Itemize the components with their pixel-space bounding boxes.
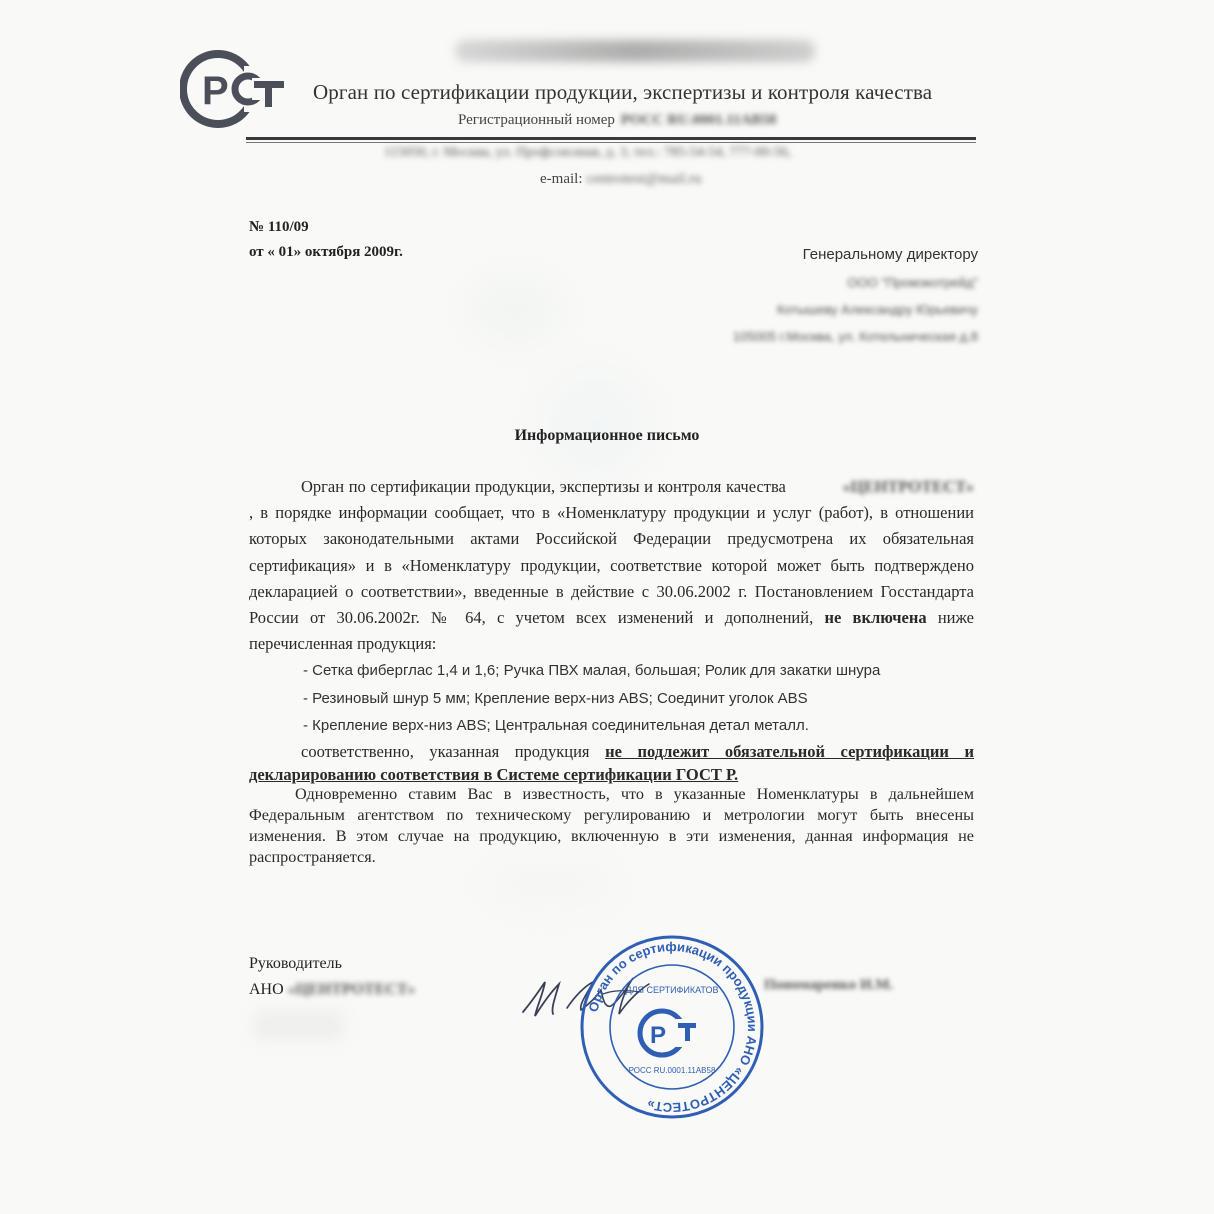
scan-smudge <box>470 280 560 340</box>
signer-org-name: «ЦЕНТРОТЕСТ» <box>287 981 416 998</box>
registration-row <box>458 112 776 129</box>
redacted-header-line <box>455 40 815 62</box>
addressee-company: ООО "Промэкотрейд" <box>847 275 978 290</box>
p1-bold: не включена <box>824 608 927 628</box>
list-item: - Резиновый шнур 5 мм; Крепление верх-низ ABS; Соединит уголок ABS <box>303 689 808 707</box>
product-list <box>303 657 880 740</box>
p2-bold-underlined: не подлежит обязательной сертификации и декларированию соответствия в Системе сертификации ГОСТ Р. <box>249 742 974 784</box>
document-number: № 110/09 <box>249 219 309 235</box>
addressee-address: 105005 г.Москва, ул. Котельническая д.8 <box>732 329 978 344</box>
list-item: - Крепление верх-низ ABS; Центральная соединительная детал металл. <box>303 717 809 734</box>
signer-org <box>249 977 415 1003</box>
registration-number: РОСС RU.0001.11АВ58 <box>620 112 777 128</box>
p1-mid: , в порядке информации сообщает, что в «Номенклатуру продукции и услуг (работ), в отношении которых законодательными актами Российской Федерации предусмотрена их обязательная сертификация» и в «Номенклатуру продукции, соответствие которой может быть подтверждено декларацией о соответствии», введенные в действие с 30.06.2002 г. Постановлением Госстандарта России от 30.06.2002г. № 64, с учетом всех изменений и дополнений, <box>249 503 974 628</box>
signer-block <box>249 951 415 1003</box>
round-stamp <box>578 933 766 1121</box>
list-item: - Сетка фиберглас 1,4 и 1,6; Ручка ПВХ малая, большая; Ролик для закатки шнура <box>303 662 881 679</box>
body-paragraph-1 <box>249 474 974 657</box>
scan-smudge <box>540 370 650 480</box>
email-label: e-mail: <box>540 171 583 187</box>
signer-org-prefix: АНО <box>249 981 284 998</box>
stamp-inner-text: ДЛЯ СЕРТИФИКАТОВ <box>625 985 719 995</box>
signer-role: Руководитель <box>249 955 342 972</box>
body-paragraph-2 <box>249 740 974 786</box>
addressee-person: Котышеву Александру Юрьевичу <box>776 302 978 317</box>
stamp-reg-text: РОСС RU.0001.11АВ58 <box>628 1066 716 1075</box>
p1-end: ниже перечисленная продукция: <box>249 608 975 654</box>
letter-heading: Информационное письмо <box>514 427 700 444</box>
addressee-block <box>733 246 978 344</box>
p2-start: соответственно, указанная продукция <box>301 742 590 761</box>
email-row <box>540 171 702 188</box>
rst-logo-icon <box>180 48 292 130</box>
org-address: 115050, г. Москва, ул. Профсоюзная, д. 3, тел.: 785-54-54, 777-00-56, <box>384 145 792 160</box>
body-paragraph-3: Одновременно ставим Вас в известность, что в указанные Номенклатуры в дальнейшем Федеральным агентством по техническому регулированию и метрологии могут быть внесены изменения. В этом случае на продукцию, включенную в эти изменения, данная информация не распространяется. <box>249 785 974 866</box>
email-value: centrotest@mail.ru <box>586 171 702 187</box>
document-date: от « 01» октября 2009г. <box>249 244 403 260</box>
signer-name: Пономаренко И.М. <box>764 977 894 993</box>
org-name-redacted: «ЦЕНТРОТЕСТ» <box>842 477 974 496</box>
svg-text:Р: Р <box>202 69 229 113</box>
registration-label: Регистрационный номер <box>458 112 615 128</box>
stamp-outer-text: Орган по сертификации продукции АНО «ЦЕНТРОТЕСТ» <box>585 938 761 1116</box>
org-title: Орган по сертификации продукции, экспертизы и контроля качества <box>313 80 933 104</box>
svg-text:Р: Р <box>650 1022 667 1049</box>
addressee-title: Генеральному директору <box>802 246 978 263</box>
header-rule-thin <box>246 142 976 143</box>
p1-start: Орган по сертификации продукции, экспертизы и контроля качества <box>301 477 786 496</box>
faint-mark <box>254 1010 344 1040</box>
header-rule <box>246 137 976 140</box>
